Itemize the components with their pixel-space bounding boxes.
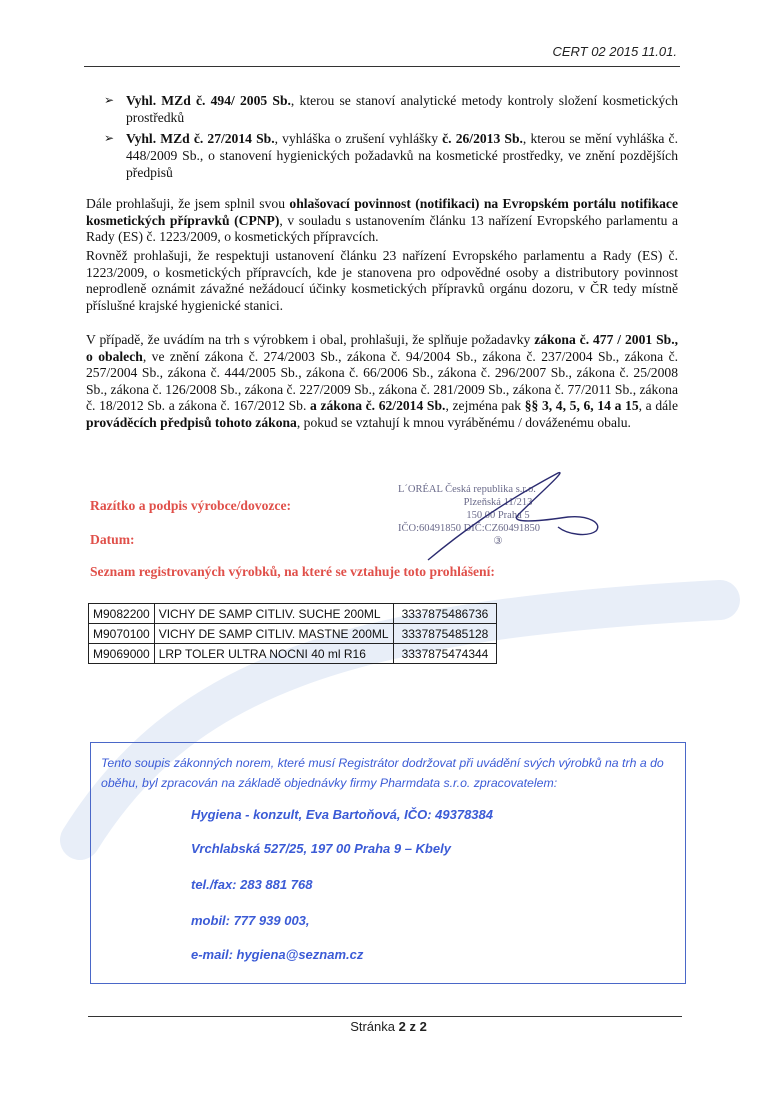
paragraph-text: Dále prohlašuji, že jsem splnil svou bbox=[86, 196, 290, 211]
arrow-bullet-icon: ➢ bbox=[104, 93, 115, 107]
arrow-bullet-icon: ➢ bbox=[104, 131, 115, 145]
page-number bbox=[0, 1019, 777, 1034]
page-prefix: Stránka bbox=[350, 1019, 399, 1034]
regulation-reference: Vyhl. MZd č. 494/ 2005 Sb. bbox=[126, 93, 291, 108]
paragraph-text: , zejména pak bbox=[445, 398, 525, 413]
regulation-reference: Vyhl. MZd č. 27/2014 Sb. bbox=[126, 131, 275, 146]
regulation-bullet-list bbox=[104, 92, 678, 185]
product-list-label: Seznam registrovaných výrobků, na které se vztahuje toto prohlášení: bbox=[90, 564, 495, 579]
stamp-line: Plzeňská 11/213 bbox=[463, 497, 533, 508]
info-email-line: e-mail: hygiena@seznam.cz bbox=[191, 947, 364, 962]
paragraph-text: V případě, že uvádím na trh s výrobkem i obal, prohlašuji, že splňuje požadavky bbox=[86, 332, 535, 347]
product-name-cell: LRP TOLER ULTRA NOCNI 40 ml R16 bbox=[154, 644, 393, 664]
paragraph-text: , a dále bbox=[638, 398, 678, 413]
list-item bbox=[104, 130, 678, 181]
product-code-cell: M9082200 bbox=[89, 604, 155, 624]
regulation-description: , kterou se mění vyhláška č. 448/2009 Sb., o stanovení hygienických požadavků na kosmetické prostředky, ve znění pozdějších předpisů bbox=[126, 131, 678, 180]
paragraph-text: , v souladu s ustanovením článku 13 nařízení Evropského parlamentu a Rady (ES) č. 1223/2009, o kosmetických přípravcích. bbox=[86, 212, 678, 244]
product-code-cell: M9070100 bbox=[89, 624, 155, 644]
paragraph-cpnp-notification bbox=[86, 196, 678, 246]
product-code-cell: M9069000 bbox=[89, 644, 155, 664]
paragraph-adverse-effects: Rovněž prohlašuji, že respektuji ustanovení článku 23 nařízení Evropského parlamentu a Rady (ES) č. 1223/2009, o kosmetických přípravcích, kde je stanovena pro odpovědné osoby a distributory povinnost neprodleně oznámit závažné nežádoucí účinky kosmetických přípravků orgánu dozoru, v ČR tedy místně příslušné krajské hygienické stanici. bbox=[86, 248, 678, 313]
stamp-line: ③ bbox=[493, 536, 503, 547]
compiler-info-box bbox=[90, 742, 686, 984]
list-item bbox=[104, 92, 678, 126]
product-ean-cell: 3337875474344 bbox=[393, 644, 497, 664]
page-current: 2 bbox=[398, 1019, 406, 1034]
info-phone-line: tel./fax: 283 881 768 bbox=[191, 877, 313, 892]
paragraph-emphasis: ohlašovací povinnost (notifikaci) na Evropském portálu notifikace kosmetických přípravků (CPNP) bbox=[86, 196, 678, 228]
info-company-line: Hygiena - konzult, Eva Bartoňová, IČO: 49378384 bbox=[191, 807, 493, 822]
regulation-description: , kterou se stanoví analytické metody kontroly složení kosmetických prostředků bbox=[126, 93, 679, 125]
product-name-cell: VICHY DE SAMP CITLIV. SUCHE 200ML bbox=[154, 604, 393, 624]
handwritten-signature bbox=[418, 465, 618, 565]
paragraph-emphasis: a zákona č. 62/2014 Sb. bbox=[310, 398, 446, 413]
list-item-text bbox=[126, 130, 678, 181]
regulation-description: , vyhláška o zrušení vyhlášky bbox=[274, 131, 443, 146]
date-label: Datum: bbox=[90, 532, 135, 547]
paragraph-emphasis: prováděcích předpisů tohoto zákona bbox=[86, 414, 297, 430]
product-ean-cell: 3337875485128 bbox=[393, 624, 497, 644]
regulation-reference: č. 26/2013 Sb. bbox=[442, 131, 523, 146]
page-total: 2 bbox=[419, 1019, 427, 1034]
list-item-text bbox=[126, 92, 678, 126]
paragraph-text: , pokud se vztahují k mnou vyráběnému / dováženému obalu. bbox=[296, 414, 631, 430]
product-table bbox=[88, 603, 497, 664]
paragraph-packaging-law bbox=[86, 332, 678, 431]
product-ean-cell: 3337875486736 bbox=[393, 604, 497, 624]
stamp-line: IČO:60491850 DIČ:CZ60491850 bbox=[398, 523, 541, 534]
info-intro: Tento soupis zákonných norem, které musí Registrátor dodržovat při uvádění svých výrobků na trh a do oběhu, byl zpracován na základě objednávky firmy Pharmdata s.r.o. zpracovatelem: bbox=[101, 756, 664, 790]
stamp-line: L´ORÉAL Česká republika s.r.o. bbox=[398, 484, 536, 495]
header-divider bbox=[84, 66, 680, 67]
footer-divider bbox=[88, 1016, 682, 1017]
table-row bbox=[89, 644, 497, 664]
info-mobile-line: mobil: 777 939 003, bbox=[191, 913, 310, 928]
table-row bbox=[89, 624, 497, 644]
certificate-code: CERT 02 2015 11.01. bbox=[552, 44, 677, 59]
paragraph-emphasis: §§ 3, 4, 5, 6, 14 a 15 bbox=[524, 398, 639, 413]
product-name-cell: VICHY DE SAMP CITLIV. MASTNE 200ML bbox=[154, 624, 393, 644]
info-address-line: Vrchlabská 527/25, 197 00 Praha 9 – Kbely bbox=[191, 841, 451, 856]
stamp-signature-label: Razítko a podpis výrobce/dovozce: bbox=[90, 498, 292, 513]
stamp-line: 150 00 Praha 5 bbox=[466, 510, 530, 521]
page-separator: z bbox=[405, 1019, 420, 1034]
paragraph-text: , ve znění zákona č. 274/2003 Sb., zákona č. 94/2004 Sb., zákona č. 237/2004 Sb., zákona č. 257/2004 Sb., zákona č. 444/2005 Sb., zákona č. 66/2006 Sb., zákona č. 296/2007 Sb., zákona č. 25/2008 Sb., zákona č. 126/2008 Sb., zákona č. 227/2009 Sb., zákona č. 281/2009 Sb., zákona č. 77/2011 Sb., zákona č. 18/2012 Sb. a zákona č. 167/2012 Sb. bbox=[86, 348, 678, 413]
table-row bbox=[89, 604, 497, 624]
paragraph-emphasis: zákona č. 477 / 2001 Sb., o obalech bbox=[86, 332, 678, 364]
